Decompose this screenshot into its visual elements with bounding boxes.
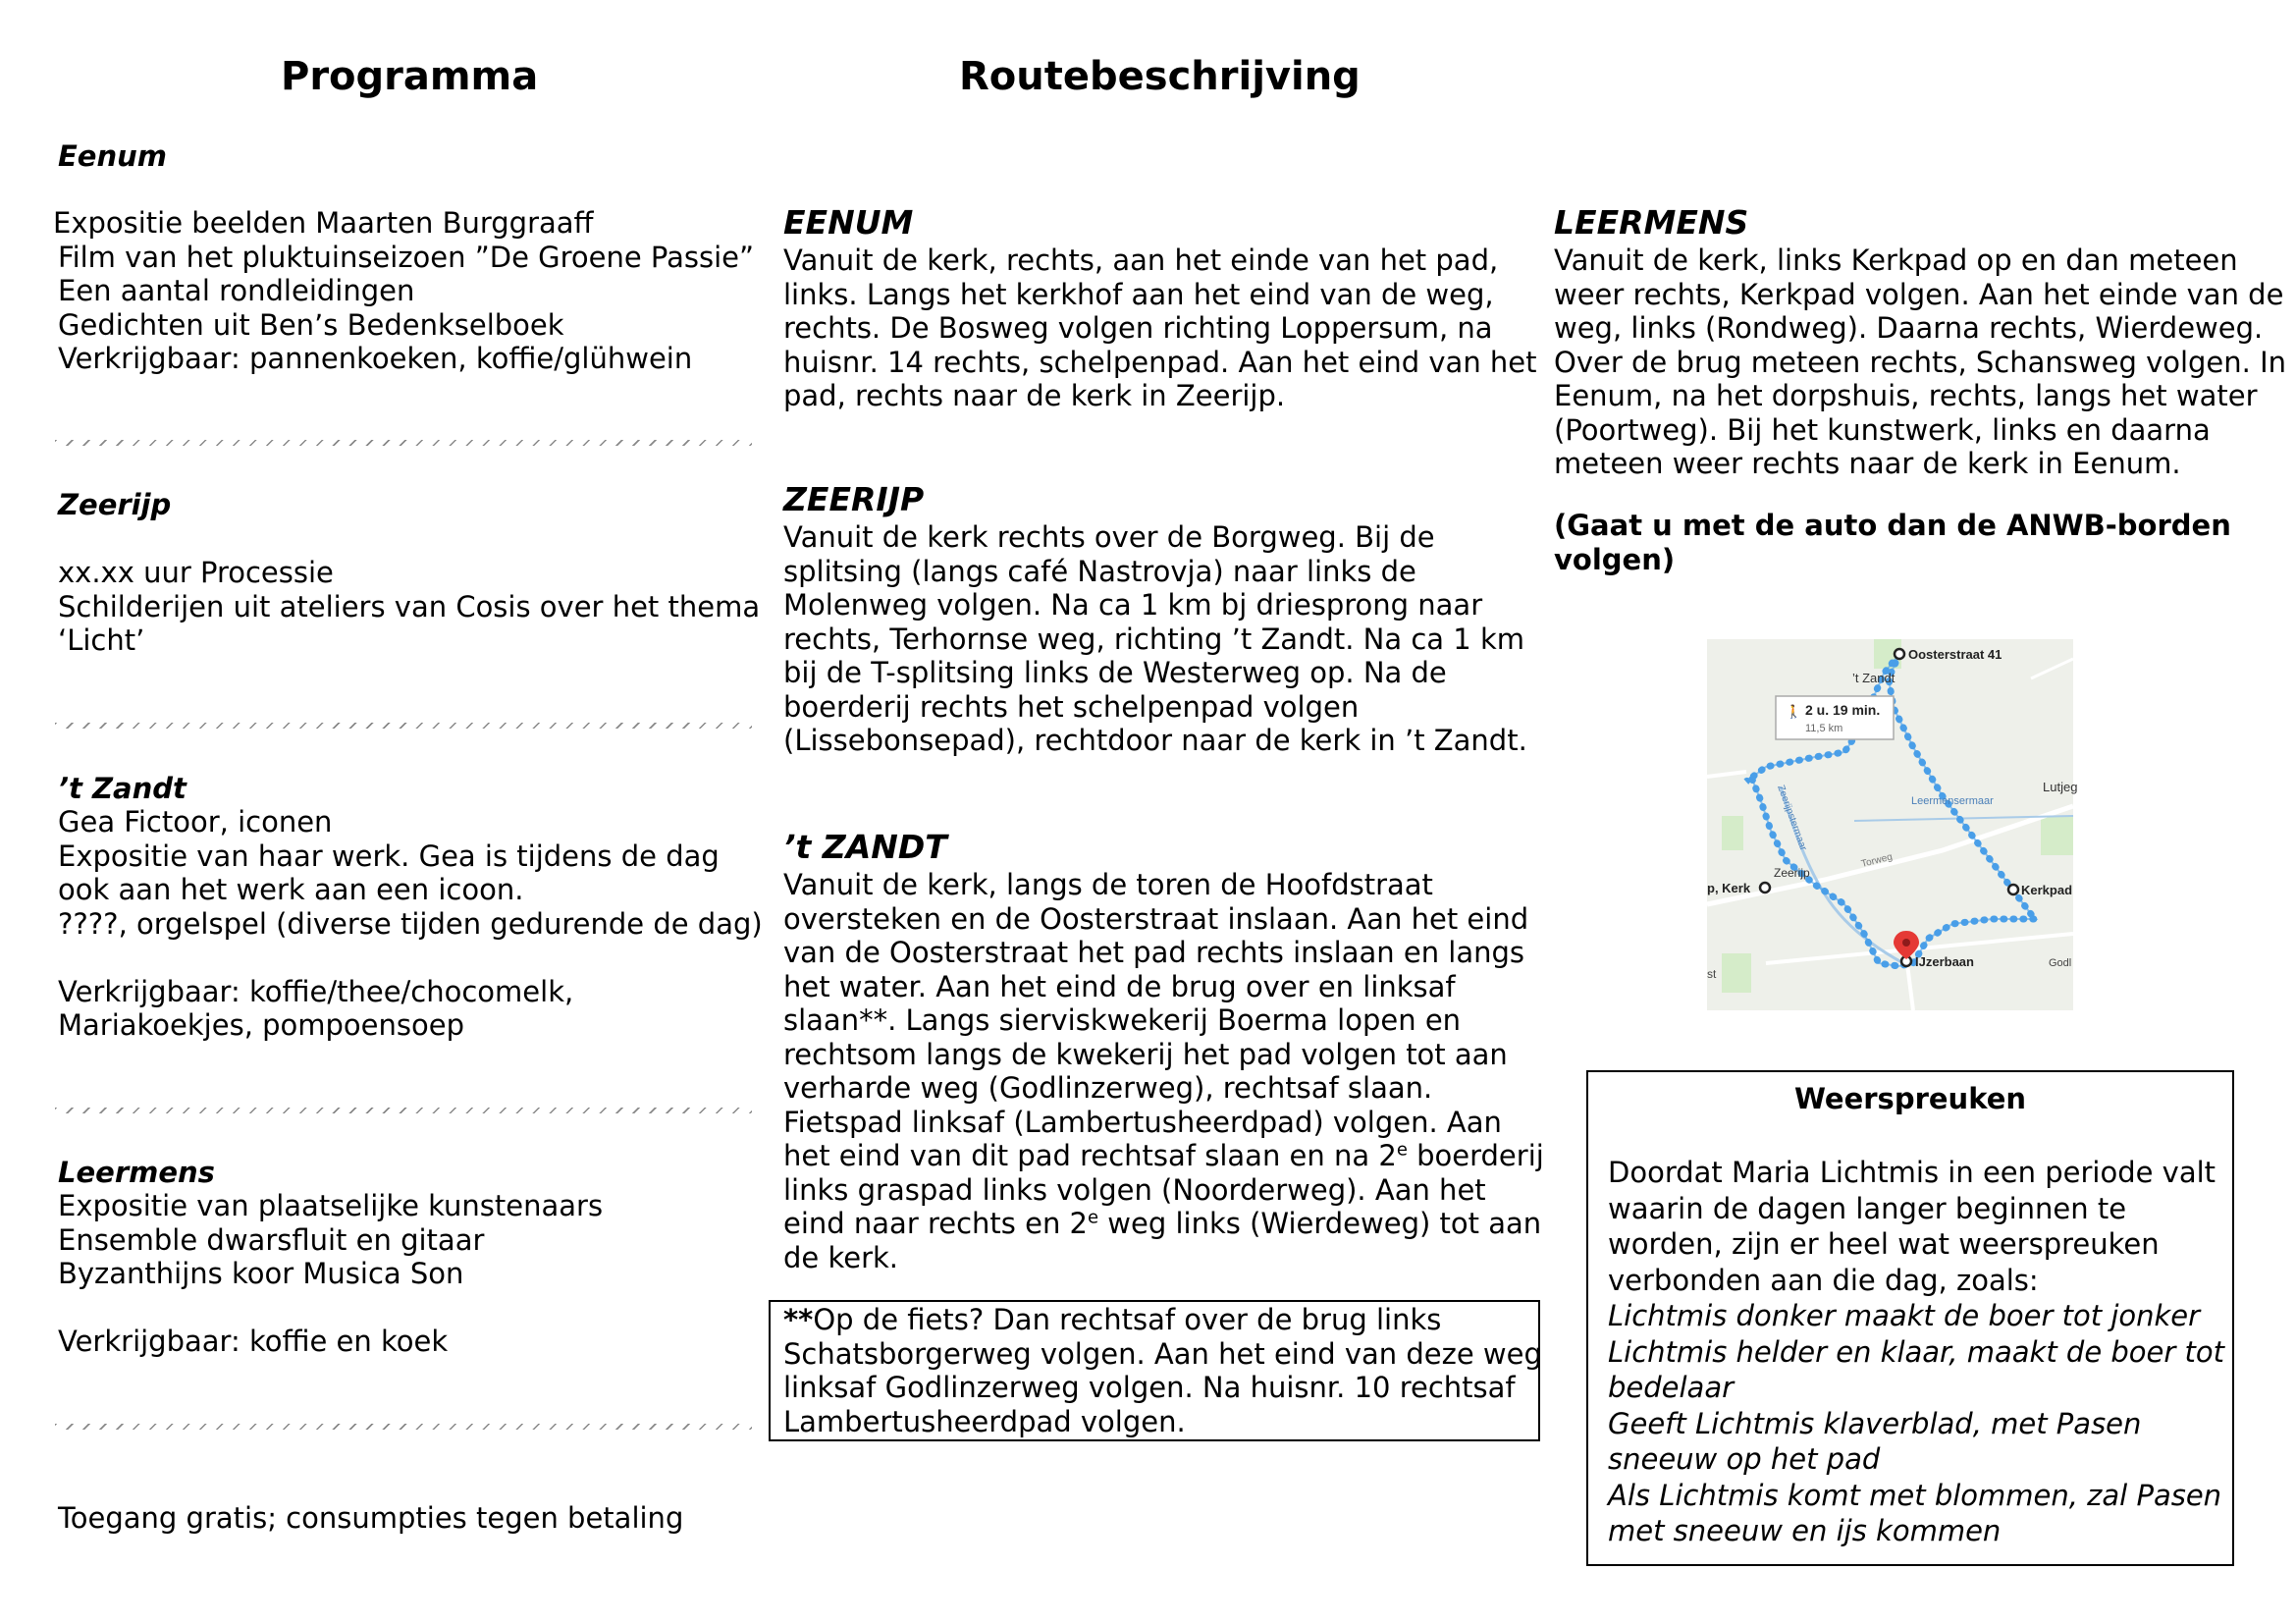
- programma-zeerijp-list: [58, 556, 760, 658]
- divider: [55, 1424, 752, 1430]
- weerspreuken-title: Weerspreuken: [1793, 1082, 2027, 1115]
- route-line: Eenum, na het dorpshuis, rechts, langs het water: [1554, 379, 2258, 412]
- route-leermens-text: [1554, 244, 2286, 481]
- route-map: [1707, 639, 2078, 1010]
- waypoint-marker: [2008, 885, 2018, 894]
- route-line: Vanuit de kerk rechts over de Borgweg. Bij de: [783, 520, 1435, 554]
- bike-note-line: Lambertusheerdpad volgen.: [783, 1404, 1186, 1438]
- auto-note-line: (Gaat u met de auto dan de ANWB-borden: [1554, 509, 2231, 542]
- weerspreuk-line: Als Lichtmis komt met blommen, zal Pasen: [1608, 1478, 2222, 1512]
- route-line: splitsing (langs café Nastrovja) naar links de: [783, 554, 1416, 588]
- route-line: Vanuit de kerk, links Kerkpad op en dan meteen: [1554, 244, 2238, 277]
- map-label: st: [1707, 967, 1717, 981]
- map-label: Kerkpad: [2021, 883, 2073, 897]
- map-label: Godl: [2049, 957, 2072, 969]
- route-line: bij de T-splitsing links de Westerweg op. Na de: [783, 656, 1447, 689]
- route-eenum-text: [783, 244, 1537, 413]
- route-line: meteen weer rechts naar de kerk in Eenum.: [1554, 447, 2181, 480]
- route-line: oversteken en de Oosterstraat inslaan. Aan het eind: [783, 901, 1529, 936]
- route-line-part: boerderij: [1407, 1139, 1544, 1172]
- programma-eenum-line: Een aantal rondleidingen: [58, 274, 415, 307]
- route-line: huisnr. 14 rechts, schelpenpad. Aan het eind van het: [783, 345, 1537, 379]
- programma-zandt-line: ook aan het werk aan een icoon.: [58, 873, 524, 906]
- waypoint-marker: [1760, 883, 1770, 893]
- bike-note-stars: **: [783, 1303, 814, 1336]
- programma-zandt-line: Verkrijgbaar: koffie/thee/chocomelk,: [58, 974, 574, 1008]
- programma-eenum-line: Expositie beelden Maarten Burggraaff: [53, 206, 594, 240]
- route-line: links graspad links volgen (Noorderweg). Aan het: [783, 1172, 1486, 1207]
- programma-zandt-line: [58, 941, 763, 975]
- programma-leermens-line: Verkrijgbaar: koffie en koek: [58, 1325, 449, 1358]
- auto-note-line: volgen): [1554, 542, 1676, 576]
- route-line: boerderij rechts het schelpenpad volgen: [783, 689, 1360, 724]
- programma-zandt-heading: ’t Zandt: [58, 772, 187, 805]
- route-line: slaan**. Langs sierviskwekerij Boerma lopen en: [783, 1003, 1462, 1037]
- route-zandt-text: [783, 868, 1544, 1274]
- weerspreuken-body: [1608, 1155, 2224, 1549]
- map-pin-dot: [1902, 939, 1910, 947]
- weerspreuk-line: Geeft Lichtmis klaverblad, met Pasen: [1608, 1406, 2142, 1440]
- route-line: van de Oosterstraat het pad rechts inslaan en langs: [783, 936, 1525, 969]
- route-leermens-heading: LEERMENS: [1554, 203, 1749, 242]
- programma-zandt-line: ????, orgelspel (diverse tijden gedurende de dag): [58, 906, 763, 941]
- programma-leermens-line: [58, 1291, 603, 1326]
- map-label: Zeerijpstermaar: [1775, 784, 1809, 852]
- route-line: pad, rechts naar de kerk in Zeerijp.: [783, 379, 1286, 412]
- waypoint-marker: [1895, 649, 1904, 659]
- weerspreuk-line: Lichtmis donker maakt de boer tot jonker: [1608, 1299, 2201, 1332]
- weerspreuken-intro-line: waarin de dagen langer beginnen te: [1608, 1191, 2127, 1225]
- programma-eenum-heading: Eenum: [58, 139, 167, 173]
- map-distance-label: 11,5 km: [1805, 723, 1843, 734]
- route-line: [783, 1139, 1544, 1173]
- map-label: Leermensermaar: [1911, 795, 1994, 807]
- weerspreuken-intro-line: Doordat Maria Lichtmis in een periode valt: [1608, 1156, 2216, 1189]
- route-title: Routebeschrijving: [959, 54, 1361, 99]
- programma-leermens-list: [58, 1189, 603, 1359]
- route-line: [783, 1207, 1544, 1241]
- route-line: weer rechts, Kerkpad volgen. Aan het einde van de: [1554, 277, 2284, 311]
- map-label: ’t Zandt: [1852, 671, 1896, 685]
- route-line: Vanuit de kerk, rechts, aan het einde van het pad,: [783, 244, 1499, 277]
- route-line: Over de brug meteen rechts, Schansweg volgen. In: [1554, 345, 2287, 379]
- map-label: IJzerbaan: [1915, 954, 1974, 969]
- weerspreuken-intro-line: worden, zijn er heel wat weerspreuken: [1608, 1227, 2160, 1261]
- route-zandt-heading: ’t ZANDT: [783, 828, 947, 866]
- route-line: verharde weg (Godlinzerweg), rechtsaf slaan.: [783, 1071, 1433, 1105]
- programma-eenum-line: Verkrijgbaar: pannenkoeken, koffie/glühwein: [58, 342, 693, 375]
- programma-zandt-line: Gea Fictoor, iconen: [58, 805, 333, 839]
- route-line: de kerk.: [783, 1240, 899, 1274]
- weerspreuk-line: met sneeuw en ijs kommen: [1608, 1514, 2002, 1547]
- programma-eenum-line: Gedichten uit Ben’s Bedenkselboek: [58, 307, 564, 342]
- programma-zandt-list: [58, 805, 763, 1043]
- divider: [55, 440, 752, 446]
- map-label: Lutjeg: [2043, 780, 2078, 794]
- programma-leermens-line: Ensemble dwarsfluit en gitaar: [58, 1222, 485, 1257]
- map-field: [1722, 953, 1751, 993]
- programma-eenum-line: Film van het pluktuinseizoen ”De Groene Passie”: [58, 240, 755, 274]
- route-line: links. Langs het kerkhof aan het eind van de weg,: [783, 277, 1494, 311]
- route-zeerijp-heading: ZEERIJP: [783, 480, 925, 518]
- toegang-text: Toegang gratis; consumpties tegen betaling: [58, 1501, 684, 1535]
- programma-zeerijp-line: xx.xx uur Processie: [58, 556, 334, 589]
- ordinal-sup: e: [1088, 1207, 1099, 1228]
- programma-leermens-heading: Leermens: [58, 1156, 215, 1189]
- weerspreuken-intro-line: verbonden aan die dag, zoals:: [1608, 1263, 2039, 1297]
- programma-zandt-line: Expositie van haar werk. Gea is tijdens de dag: [58, 839, 720, 873]
- weerspreuk-line: bedelaar: [1608, 1371, 1735, 1404]
- bike-note-line: linksaf Godlinzerweg volgen. Na huisnr. 10 rechtsaf: [783, 1371, 1516, 1404]
- route-eenum-heading: EENUM: [783, 203, 914, 242]
- divider: [55, 1108, 752, 1113]
- route-line: rechtsom langs de kwekerij het pad volgen tot aan: [783, 1037, 1508, 1071]
- bike-note-part: Op de fiets? Dan rechtsaf over de brug links: [813, 1303, 1442, 1336]
- route-line: Vanuit de kerk, langs de toren de Hoofdstraat: [783, 868, 1433, 901]
- divider: [55, 723, 752, 729]
- auto-note: [1554, 509, 2231, 576]
- route-line: rechts, Terhornse weg, richting ’t Zandt. Na ca 1 km: [783, 622, 1525, 656]
- map-label: Zeerijp: [1774, 866, 1810, 880]
- bike-note-line: Schatsborgerweg volgen. Aan het eind van deze weg: [783, 1336, 1542, 1371]
- route-line: Molenweg volgen. Na ca 1 km bj driesprong naar: [783, 588, 1483, 622]
- walking-icon: 🚶: [1786, 704, 1802, 719]
- route-zeerijp-text: [783, 520, 1527, 758]
- route-line: weg, links (Rondweg). Daarna rechts, Wierdeweg.: [1554, 311, 2264, 345]
- programma-title: Programma: [281, 54, 539, 99]
- map-label: p, Kerk: [1707, 881, 1751, 895]
- map-field: [2041, 816, 2073, 855]
- route-line-part: weg links (Wierdeweg) tot aan: [1098, 1207, 1542, 1240]
- route-line-part: het eind van dit pad rechtsaf slaan en na 2: [783, 1139, 1397, 1172]
- programma-zandt-line: Mariakoekjes, pompoensoep: [58, 1008, 465, 1042]
- map-time-label: 2 u. 19 min.: [1805, 702, 1881, 718]
- route-line-part: eind naar rechts en 2: [783, 1207, 1089, 1240]
- map-label: Torweg: [1860, 851, 1895, 870]
- programma-zeerijp-heading: Zeerijp: [58, 488, 172, 521]
- route-line: (Poortweg). Bij het kunstwerk, links en daarna: [1554, 412, 2211, 447]
- map-field: [1722, 816, 1743, 850]
- route-line: Fietspad linksaf (Lambertusheerdpad) volgen. Aan: [783, 1105, 1502, 1139]
- programma-zeerijp-line: ‘Licht’: [58, 623, 145, 657]
- programma-leermens-line: Byzanthijns koor Musica Son: [58, 1257, 464, 1290]
- route-line: het water. Aan het eind de brug over en linksaf: [783, 969, 1456, 1003]
- weerspreuk-line: sneeuw op het pad: [1608, 1442, 1881, 1476]
- map-label: Oosterstraat 41: [1908, 647, 2002, 662]
- bike-note-line: [783, 1303, 1542, 1337]
- route-line: rechts. De Bosweg volgen richting Loppersum, na: [783, 311, 1493, 345]
- bike-note-text: [783, 1303, 1542, 1438]
- programma-zeerijp-line: Schilderijen uit ateliers van Cosis over het thema: [58, 589, 761, 623]
- ordinal-sup: e: [1396, 1139, 1408, 1161]
- programma-leermens-line: Expositie van plaatselijke kunstenaars: [58, 1189, 604, 1222]
- route-line: (Lissebonsepad), rechtdoor naar de kerk in ’t Zandt.: [783, 724, 1527, 757]
- programma-eenum-list: [53, 206, 754, 376]
- weerspreuk-line: Lichtmis helder en klaar, maakt de boer tot: [1608, 1334, 2225, 1369]
